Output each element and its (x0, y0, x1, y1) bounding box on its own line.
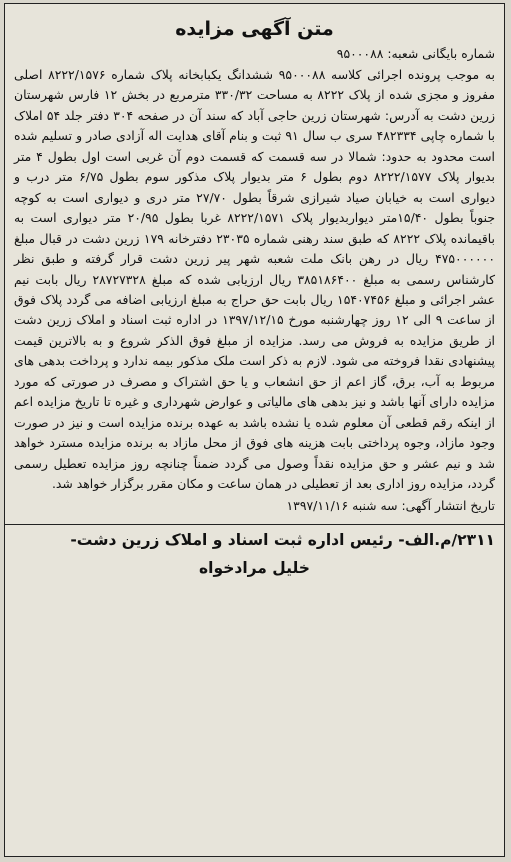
archive-number: شماره بایگانی شعبه: ۹۵۰۰۰۸۸ (336, 46, 495, 61)
notice-title: متن آگهی مزایده (175, 18, 334, 40)
notice-content (14, 10, 495, 852)
signer-name: خلیل مرادخواه (199, 558, 310, 577)
divider (5, 524, 504, 525)
signature-line: ۲۳۱۱/م.الف- رئیس اداره ثبت اسناد و املاک زرین دشت- (70, 530, 495, 549)
publish-date: تاریخ انتشار آگهی: سه شنبه ۱۳۹۷/۱۱/۱۶ (286, 497, 495, 513)
notice-body: به موجب پرونده اجرائی کلاسه ۹۵۰۰۰۸۸ ششدانگ یکبابخانه پلاک شماره ۸۲۲۲/۱۵۷۶ اصلی مفروز و مجزی شده از پلاک ۸۲۲۲ به مساحت ۳۳۰/۳۲ مترمربع در بخش ۱۲ فارس شهرستان زرین دشت به آدرس: شهرستان زرین حاجی آباد که سند آن در صفحه ۳۰۴ دفتر جلد ۵۴ املاک با شماره چاپی ۴۸۲۳۳۴ سری ب سال ۹۱ ثبت و بنام آقای هدایت اله آزادی صادر و تسلیم شده است محدود به حدود: شمالا در سه قسمت که قسمت دوم آن غربی است اول بطول ۴ متر بدیوار پلاک ۸۲۲۲/۱۵۷۷ دوم بطول ۶ متر بدیوار پلاک مذکور سوم بطول ۶/۷۵ متر درب و دیواری است به خیابان صیاد شیرازی شرقاً بطول ۲۷/۷۰ متر دری و دیواری است به کوچه جنوباً بطول ۱۵/۴۰متر دیواربدیوار پلاک ۸۲۲۲/۱۵۷۱ غربا بطول ۲۰/۹۵ متر دیواری است به باقیمانده پلاک ۸۲۲۲ که طبق سند رهنی شماره ۲۳۰۳۵ دفترخانه ۱۷۹ زرین دشت در قبال مبلغ ۴۷۵۰۰۰۰۰۰ ریال در رهن بانک ملت شعبه شهر پیر زرین دشت قرار گرفته و طبق نظر کارشناس رسمی به مبلغ ۳۸۵۱۸۶۴۰۰ ریال ارزیابی شده که مبلغ ۲۸۷۲۷۳۲۸ ریال بابت نیم عشر اجرائی و مبلغ ۱۵۴۰۷۴۵۶ ریال بابت حق حراج به مبلغ ارزیابی اضافه می گردد پلاک فوق از ساعت ۹ الی ۱۲ روز چهارشنبه مورخ ۱۳۹۷/۱۲/۱۵ در اداره ثبت اسناد و املاک زرین دشت از طریق مزایده به فروش می رسد. مزایده از مبلغ فوق الذکر شروع و به بالاترین قیمت پیشنهادی نقدا فروخته می شود. لازم به ذکر است ملک مذکور بیمه ندارد و پرداخت بدهی های مربوط به آب، برق، گاز اعم از حق انشعاب و یا حق اشتراک و مصرف در صورتی که مورد مزایده دارای آنها باشد و نیز بدهی های مالیاتی و عوارض شهرداری و غیره تا تاریخ مزایده اعم از اینکه رقم قطعی آن معلوم شده یا نشده باشد به عهده برنده مزایده است و نیز در صورت وجود مازاد، وجوه پرداختی بابت هزینه های فوق از محل مازاد به برنده مزایده مسترد خواهد شد و نیم عشر و حق مزایده نقداً وصول می گردد ضمناً چنانچه روز مزایده تعطیل رسمی گردد، مزایده روز اداری بعد از تعطیلی در همان ساعت و مکان مقرر برگزار خواهد شد. (14, 67, 496, 492)
notice-frame (4, 3, 505, 857)
